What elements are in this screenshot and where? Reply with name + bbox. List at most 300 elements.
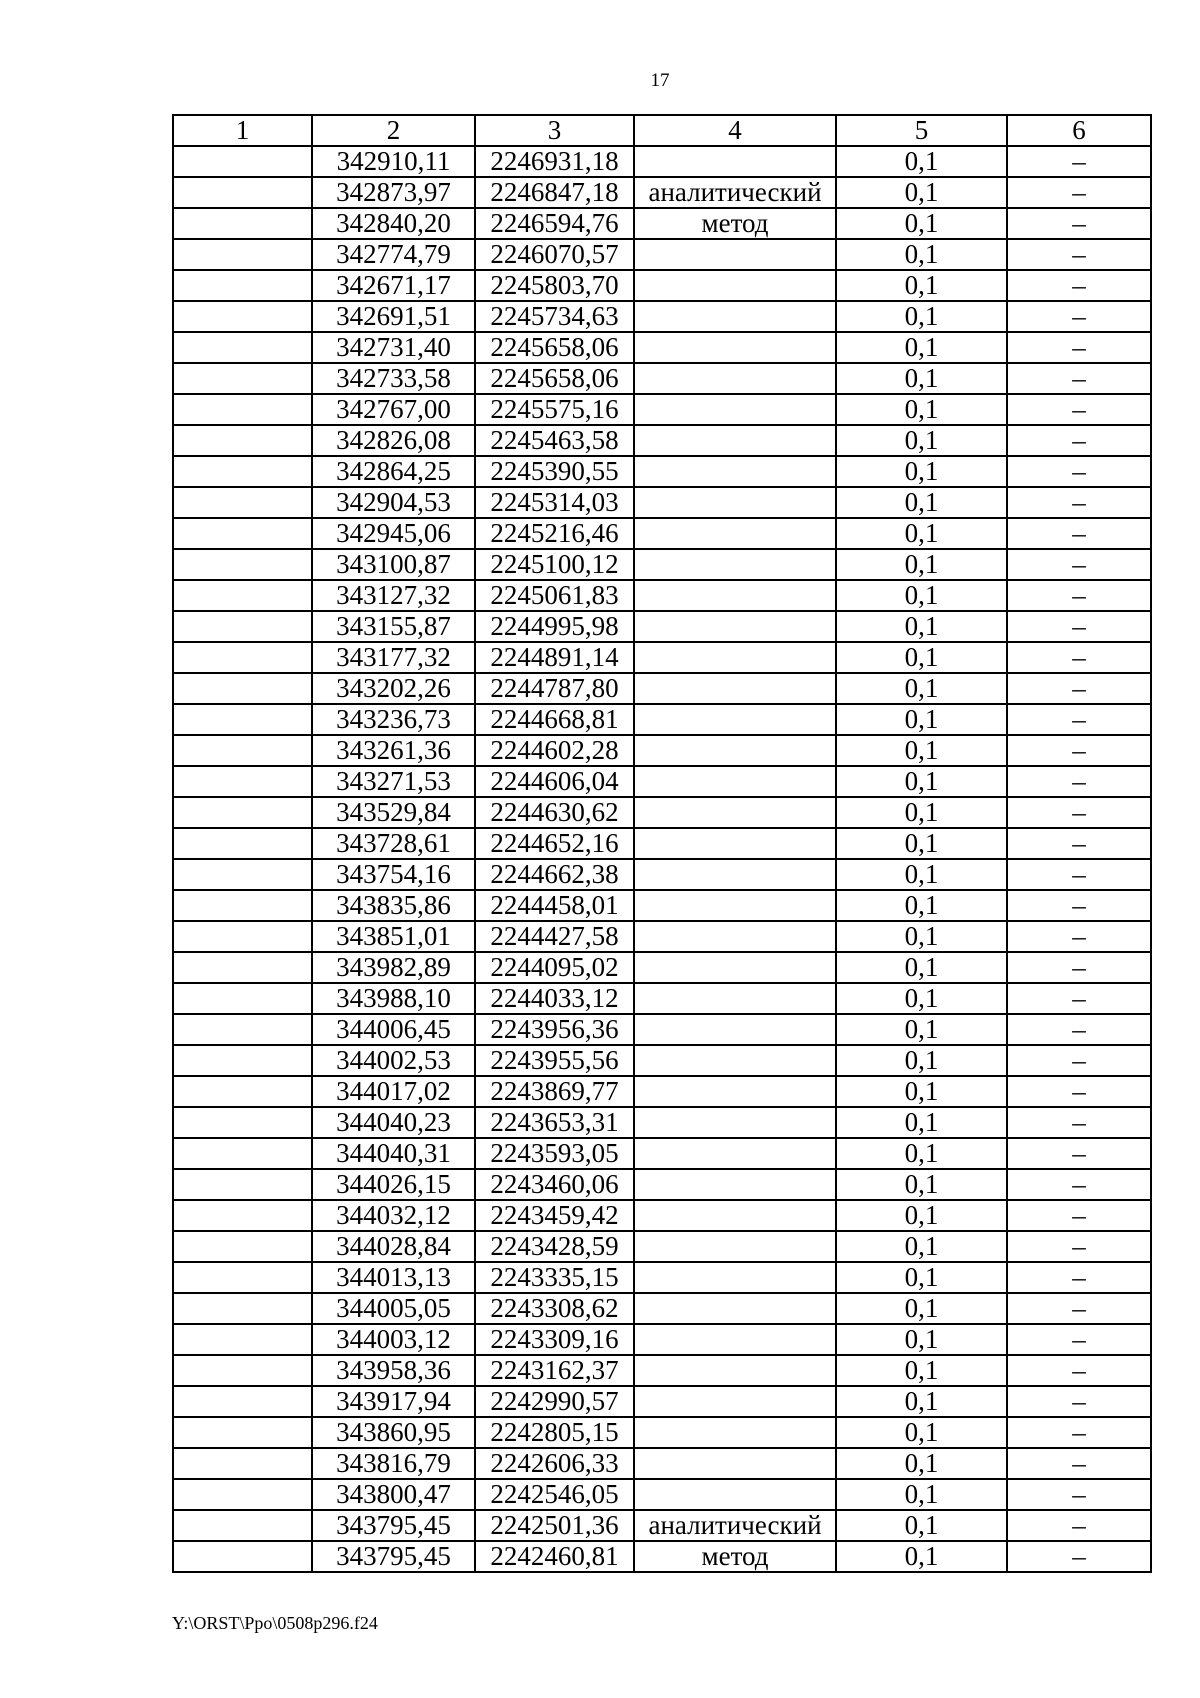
- method-cell: [634, 704, 836, 735]
- method-cell: [634, 1200, 836, 1231]
- dash-cell: –: [1007, 952, 1151, 983]
- row-number-cell: [173, 952, 312, 983]
- row-number-cell: [173, 1479, 312, 1510]
- accuracy-cell: 0,1: [836, 146, 1007, 177]
- y-coordinate-cell: 2244652,16: [475, 828, 634, 859]
- table-row: [173, 1324, 1151, 1355]
- x-coordinate-cell: 344003,12: [312, 1324, 475, 1355]
- dash-cell: –: [1007, 983, 1151, 1014]
- table-row: [173, 797, 1151, 828]
- method-cell: [634, 1417, 836, 1448]
- method-cell: [634, 394, 836, 425]
- row-number-cell: [173, 301, 312, 332]
- y-coordinate-cell: 2243308,62: [475, 1293, 634, 1324]
- method-cell: [634, 549, 836, 580]
- method-cell: [634, 797, 836, 828]
- x-coordinate-cell: 343261,36: [312, 735, 475, 766]
- x-coordinate-cell: 343917,94: [312, 1386, 475, 1417]
- row-number-cell: [173, 1293, 312, 1324]
- table-row: [173, 1014, 1151, 1045]
- x-coordinate-cell: 342731,40: [312, 332, 475, 363]
- x-coordinate-cell: 342733,58: [312, 363, 475, 394]
- row-number-cell: [173, 394, 312, 425]
- accuracy-cell: 0,1: [836, 1448, 1007, 1479]
- y-coordinate-cell: 2246070,57: [475, 239, 634, 270]
- accuracy-cell: 0,1: [836, 828, 1007, 859]
- accuracy-cell: 0,1: [836, 1479, 1007, 1510]
- header-cell-2: 2: [312, 115, 475, 146]
- dash-cell: –: [1007, 611, 1151, 642]
- y-coordinate-cell: 2242460,81: [475, 1541, 634, 1572]
- y-coordinate-cell: 2242805,15: [475, 1417, 634, 1448]
- y-coordinate-cell: 2244458,01: [475, 890, 634, 921]
- x-coordinate-cell: 343958,36: [312, 1355, 475, 1386]
- table-row: [173, 270, 1151, 301]
- row-number-cell: [173, 735, 312, 766]
- table-row: [173, 1262, 1151, 1293]
- row-number-cell: [173, 146, 312, 177]
- table-body: [173, 115, 1151, 1572]
- accuracy-cell: 0,1: [836, 673, 1007, 704]
- method-cell: [634, 1386, 836, 1417]
- y-coordinate-cell: 2242501,36: [475, 1510, 634, 1541]
- y-coordinate-cell: 2246931,18: [475, 146, 634, 177]
- row-number-cell: [173, 611, 312, 642]
- method-cell: [634, 952, 836, 983]
- row-number-cell: [173, 208, 312, 239]
- table-row: [173, 1541, 1151, 1572]
- dash-cell: –: [1007, 487, 1151, 518]
- dash-cell: –: [1007, 1448, 1151, 1479]
- x-coordinate-cell: 344017,02: [312, 1076, 475, 1107]
- row-number-cell: [173, 1014, 312, 1045]
- accuracy-cell: 0,1: [836, 363, 1007, 394]
- accuracy-cell: 0,1: [836, 270, 1007, 301]
- dash-cell: –: [1007, 394, 1151, 425]
- method-cell: [634, 1448, 836, 1479]
- y-coordinate-cell: 2244033,12: [475, 983, 634, 1014]
- x-coordinate-cell: 343202,26: [312, 673, 475, 704]
- table-row: [173, 425, 1151, 456]
- dash-cell: –: [1007, 642, 1151, 673]
- x-coordinate-cell: 343127,32: [312, 580, 475, 611]
- footer-file-path: Y:\ORST\Ppo\0508p296.f24: [172, 1613, 378, 1633]
- accuracy-cell: 0,1: [836, 1045, 1007, 1076]
- row-number-cell: [173, 363, 312, 394]
- y-coordinate-cell: 2245390,55: [475, 456, 634, 487]
- method-cell: [634, 735, 836, 766]
- x-coordinate-cell: 342864,25: [312, 456, 475, 487]
- x-coordinate-cell: 344006,45: [312, 1014, 475, 1045]
- method-cell: [634, 425, 836, 456]
- y-coordinate-cell: 2243460,06: [475, 1169, 634, 1200]
- method-cell: [634, 1014, 836, 1045]
- dash-cell: –: [1007, 332, 1151, 363]
- table-row: [173, 363, 1151, 394]
- y-coordinate-cell: 2245061,83: [475, 580, 634, 611]
- dash-cell: –: [1007, 890, 1151, 921]
- accuracy-cell: 0,1: [836, 611, 1007, 642]
- method-cell: [634, 487, 836, 518]
- accuracy-cell: 0,1: [836, 1324, 1007, 1355]
- row-number-cell: [173, 549, 312, 580]
- dash-cell: –: [1007, 859, 1151, 890]
- y-coordinate-cell: 2243955,56: [475, 1045, 634, 1076]
- table-row: [173, 1355, 1151, 1386]
- accuracy-cell: 0,1: [836, 208, 1007, 239]
- y-coordinate-cell: 2243309,16: [475, 1324, 634, 1355]
- y-coordinate-cell: 2242990,57: [475, 1386, 634, 1417]
- x-coordinate-cell: 343754,16: [312, 859, 475, 890]
- dash-cell: –: [1007, 146, 1151, 177]
- x-coordinate-cell: 343155,87: [312, 611, 475, 642]
- x-coordinate-cell: 342910,11: [312, 146, 475, 177]
- method-cell: [634, 270, 836, 301]
- x-coordinate-cell: 342767,00: [312, 394, 475, 425]
- accuracy-cell: 0,1: [836, 177, 1007, 208]
- x-coordinate-cell: 343728,61: [312, 828, 475, 859]
- dash-cell: –: [1007, 1262, 1151, 1293]
- x-coordinate-cell: 342671,17: [312, 270, 475, 301]
- accuracy-cell: 0,1: [836, 766, 1007, 797]
- dash-cell: –: [1007, 828, 1151, 859]
- row-number-cell: [173, 797, 312, 828]
- row-number-cell: [173, 456, 312, 487]
- header-cell-1: 1: [173, 115, 312, 146]
- y-coordinate-cell: 2244668,81: [475, 704, 634, 735]
- y-coordinate-cell: 2243653,31: [475, 1107, 634, 1138]
- accuracy-cell: 0,1: [836, 1510, 1007, 1541]
- dash-cell: –: [1007, 456, 1151, 487]
- table-row: [173, 673, 1151, 704]
- accuracy-cell: 0,1: [836, 983, 1007, 1014]
- row-number-cell: [173, 1541, 312, 1572]
- method-cell: [634, 828, 836, 859]
- row-number-cell: [173, 1076, 312, 1107]
- method-cell: [634, 921, 836, 952]
- dash-cell: –: [1007, 1231, 1151, 1262]
- dash-cell: –: [1007, 518, 1151, 549]
- method-cell: [634, 239, 836, 270]
- y-coordinate-cell: 2245216,46: [475, 518, 634, 549]
- dash-cell: –: [1007, 1138, 1151, 1169]
- row-number-cell: [173, 766, 312, 797]
- x-coordinate-cell: 343988,10: [312, 983, 475, 1014]
- dash-cell: –: [1007, 1386, 1151, 1417]
- method-cell: [634, 859, 836, 890]
- y-coordinate-cell: 2243593,05: [475, 1138, 634, 1169]
- dash-cell: –: [1007, 1510, 1151, 1541]
- method-cell: [634, 1293, 836, 1324]
- table-row: [173, 1200, 1151, 1231]
- method-cell: [634, 363, 836, 394]
- row-number-cell: [173, 270, 312, 301]
- method-cell: метод: [634, 1541, 836, 1572]
- table-header-row: [173, 115, 1151, 146]
- y-coordinate-cell: 2243335,15: [475, 1262, 634, 1293]
- x-coordinate-cell: 342826,08: [312, 425, 475, 456]
- row-number-cell: [173, 1200, 312, 1231]
- accuracy-cell: 0,1: [836, 301, 1007, 332]
- accuracy-cell: 0,1: [836, 890, 1007, 921]
- x-coordinate-cell: 343835,86: [312, 890, 475, 921]
- table-row: [173, 394, 1151, 425]
- dash-cell: –: [1007, 735, 1151, 766]
- accuracy-cell: 0,1: [836, 580, 1007, 611]
- y-coordinate-cell: 2243869,77: [475, 1076, 634, 1107]
- table-row: [173, 146, 1151, 177]
- dash-cell: –: [1007, 704, 1151, 735]
- table-row: [173, 332, 1151, 363]
- x-coordinate-cell: 344040,23: [312, 1107, 475, 1138]
- table-row: [173, 301, 1151, 332]
- y-coordinate-cell: 2245658,06: [475, 363, 634, 394]
- x-coordinate-cell: 342904,53: [312, 487, 475, 518]
- x-coordinate-cell: 343271,53: [312, 766, 475, 797]
- method-cell: [634, 1231, 836, 1262]
- y-coordinate-cell: 2244427,58: [475, 921, 634, 952]
- x-coordinate-cell: 342691,51: [312, 301, 475, 332]
- accuracy-cell: 0,1: [836, 1107, 1007, 1138]
- x-coordinate-cell: 342873,97: [312, 177, 475, 208]
- row-number-cell: [173, 1386, 312, 1417]
- method-cell: [634, 146, 836, 177]
- dash-cell: –: [1007, 270, 1151, 301]
- accuracy-cell: 0,1: [836, 1417, 1007, 1448]
- y-coordinate-cell: 2244787,80: [475, 673, 634, 704]
- table-row: [173, 642, 1151, 673]
- table-row: [173, 890, 1151, 921]
- y-coordinate-cell: 2245734,63: [475, 301, 634, 332]
- dash-cell: –: [1007, 580, 1151, 611]
- y-coordinate-cell: 2243459,42: [475, 1200, 634, 1231]
- accuracy-cell: 0,1: [836, 425, 1007, 456]
- row-number-cell: [173, 983, 312, 1014]
- accuracy-cell: 0,1: [836, 1386, 1007, 1417]
- dash-cell: –: [1007, 1324, 1151, 1355]
- accuracy-cell: 0,1: [836, 1541, 1007, 1572]
- table-row: [173, 1107, 1151, 1138]
- method-cell: аналитический: [634, 177, 836, 208]
- row-number-cell: [173, 1169, 312, 1200]
- x-coordinate-cell: 343816,79: [312, 1448, 475, 1479]
- y-coordinate-cell: 2246594,76: [475, 208, 634, 239]
- method-cell: [634, 766, 836, 797]
- row-number-cell: [173, 1138, 312, 1169]
- x-coordinate-cell: 343982,89: [312, 952, 475, 983]
- row-number-cell: [173, 673, 312, 704]
- accuracy-cell: 0,1: [836, 456, 1007, 487]
- x-coordinate-cell: 342945,06: [312, 518, 475, 549]
- y-coordinate-cell: 2244630,62: [475, 797, 634, 828]
- row-number-cell: [173, 487, 312, 518]
- y-coordinate-cell: 2245575,16: [475, 394, 634, 425]
- accuracy-cell: 0,1: [836, 797, 1007, 828]
- table-row: [173, 1045, 1151, 1076]
- accuracy-cell: 0,1: [836, 704, 1007, 735]
- table-row: [173, 952, 1151, 983]
- method-cell: [634, 1045, 836, 1076]
- table-row: [173, 1386, 1151, 1417]
- table-row: [173, 611, 1151, 642]
- accuracy-cell: 0,1: [836, 1014, 1007, 1045]
- method-cell: метод: [634, 208, 836, 239]
- accuracy-cell: 0,1: [836, 1262, 1007, 1293]
- row-number-cell: [173, 1045, 312, 1076]
- accuracy-cell: 0,1: [836, 921, 1007, 952]
- y-coordinate-cell: 2242606,33: [475, 1448, 634, 1479]
- dash-cell: –: [1007, 1541, 1151, 1572]
- table-row: [173, 1169, 1151, 1200]
- method-cell: [634, 611, 836, 642]
- dash-cell: –: [1007, 673, 1151, 704]
- row-number-cell: [173, 177, 312, 208]
- method-cell: [634, 1479, 836, 1510]
- accuracy-cell: 0,1: [836, 1231, 1007, 1262]
- header-cell-3: 3: [475, 115, 634, 146]
- row-number-cell: [173, 1231, 312, 1262]
- method-cell: [634, 1169, 836, 1200]
- method-cell: [634, 1138, 836, 1169]
- y-coordinate-cell: 2244602,28: [475, 735, 634, 766]
- dash-cell: –: [1007, 1076, 1151, 1107]
- header-cell-6: 6: [1007, 115, 1151, 146]
- row-number-cell: [173, 921, 312, 952]
- accuracy-cell: 0,1: [836, 549, 1007, 580]
- dash-cell: –: [1007, 208, 1151, 239]
- y-coordinate-cell: 2244095,02: [475, 952, 634, 983]
- accuracy-cell: 0,1: [836, 735, 1007, 766]
- y-coordinate-cell: 2245658,06: [475, 332, 634, 363]
- x-coordinate-cell: 343795,45: [312, 1510, 475, 1541]
- dash-cell: –: [1007, 177, 1151, 208]
- row-number-cell: [173, 642, 312, 673]
- y-coordinate-cell: 2245100,12: [475, 549, 634, 580]
- table-row: [173, 1293, 1151, 1324]
- dash-cell: –: [1007, 239, 1151, 270]
- table-row: [173, 735, 1151, 766]
- x-coordinate-cell: 344028,84: [312, 1231, 475, 1262]
- dash-cell: –: [1007, 921, 1151, 952]
- row-number-cell: [173, 704, 312, 735]
- y-coordinate-cell: 2246847,18: [475, 177, 634, 208]
- dash-cell: –: [1007, 549, 1151, 580]
- row-number-cell: [173, 1107, 312, 1138]
- x-coordinate-cell: 343795,45: [312, 1541, 475, 1572]
- x-coordinate-cell: 344005,05: [312, 1293, 475, 1324]
- x-coordinate-cell: 343100,87: [312, 549, 475, 580]
- method-cell: [634, 983, 836, 1014]
- method-cell: [634, 642, 836, 673]
- x-coordinate-cell: 344013,13: [312, 1262, 475, 1293]
- row-number-cell: [173, 1324, 312, 1355]
- x-coordinate-cell: 343860,95: [312, 1417, 475, 1448]
- table-row: [173, 1448, 1151, 1479]
- table-row: [173, 1231, 1151, 1262]
- dash-cell: –: [1007, 797, 1151, 828]
- table-row: [173, 828, 1151, 859]
- y-coordinate-cell: 2244606,04: [475, 766, 634, 797]
- table-row: [173, 580, 1151, 611]
- accuracy-cell: 0,1: [836, 1138, 1007, 1169]
- table-row: [173, 1479, 1151, 1510]
- y-coordinate-cell: 2243162,37: [475, 1355, 634, 1386]
- row-number-cell: [173, 1448, 312, 1479]
- y-coordinate-cell: 2243956,36: [475, 1014, 634, 1045]
- table-row: [173, 1510, 1151, 1541]
- x-coordinate-cell: 342774,79: [312, 239, 475, 270]
- accuracy-cell: 0,1: [836, 1169, 1007, 1200]
- row-number-cell: [173, 425, 312, 456]
- dash-cell: –: [1007, 1107, 1151, 1138]
- method-cell: [634, 580, 836, 611]
- y-coordinate-cell: 2245314,03: [475, 487, 634, 518]
- x-coordinate-cell: 344032,12: [312, 1200, 475, 1231]
- dash-cell: –: [1007, 1355, 1151, 1386]
- dash-cell: –: [1007, 301, 1151, 332]
- x-coordinate-cell: 343800,47: [312, 1479, 475, 1510]
- method-cell: [634, 1324, 836, 1355]
- table-row: [173, 859, 1151, 890]
- accuracy-cell: 0,1: [836, 1293, 1007, 1324]
- method-cell: [634, 1107, 836, 1138]
- dash-cell: –: [1007, 1169, 1151, 1200]
- method-cell: [634, 1262, 836, 1293]
- x-coordinate-cell: 342840,20: [312, 208, 475, 239]
- x-coordinate-cell: 344026,15: [312, 1169, 475, 1200]
- method-cell: [634, 301, 836, 332]
- x-coordinate-cell: 343851,01: [312, 921, 475, 952]
- y-coordinate-cell: 2243428,59: [475, 1231, 634, 1262]
- table-row: [173, 518, 1151, 549]
- y-coordinate-cell: 2244662,38: [475, 859, 634, 890]
- coordinates-table: [172, 114, 1152, 1573]
- method-cell: [634, 518, 836, 549]
- accuracy-cell: 0,1: [836, 332, 1007, 363]
- y-coordinate-cell: 2245803,70: [475, 270, 634, 301]
- row-number-cell: [173, 580, 312, 611]
- x-coordinate-cell: 344002,53: [312, 1045, 475, 1076]
- y-coordinate-cell: 2244995,98: [475, 611, 634, 642]
- table-row: [173, 983, 1151, 1014]
- accuracy-cell: 0,1: [836, 859, 1007, 890]
- accuracy-cell: 0,1: [836, 642, 1007, 673]
- x-coordinate-cell: 343529,84: [312, 797, 475, 828]
- accuracy-cell: 0,1: [836, 1355, 1007, 1386]
- accuracy-cell: 0,1: [836, 518, 1007, 549]
- table-row: [173, 487, 1151, 518]
- y-coordinate-cell: 2245463,58: [475, 425, 634, 456]
- y-coordinate-cell: 2242546,05: [475, 1479, 634, 1510]
- method-cell: [634, 1076, 836, 1107]
- method-cell: [634, 673, 836, 704]
- accuracy-cell: 0,1: [836, 394, 1007, 425]
- dash-cell: –: [1007, 1293, 1151, 1324]
- dash-cell: –: [1007, 1045, 1151, 1076]
- row-number-cell: [173, 332, 312, 363]
- dash-cell: –: [1007, 363, 1151, 394]
- table-row: [173, 177, 1151, 208]
- accuracy-cell: 0,1: [836, 952, 1007, 983]
- table-row: [173, 766, 1151, 797]
- x-coordinate-cell: 344040,31: [312, 1138, 475, 1169]
- table-row: [173, 704, 1151, 735]
- dash-cell: –: [1007, 766, 1151, 797]
- row-number-cell: [173, 828, 312, 859]
- table-row: [173, 921, 1151, 952]
- dash-cell: –: [1007, 1200, 1151, 1231]
- y-coordinate-cell: 2244891,14: [475, 642, 634, 673]
